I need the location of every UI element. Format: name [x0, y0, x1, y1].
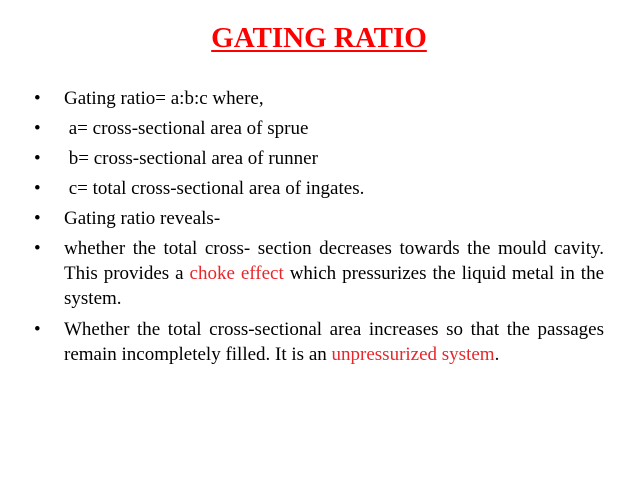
- bullet-b-definition: [34, 146, 604, 171]
- bullet-dot-icon: •: [34, 148, 41, 169]
- bullet-dot-icon: •: [34, 118, 41, 139]
- bullet-text: Gating ratio reveals-: [64, 208, 221, 229]
- bullet-list: [34, 86, 604, 372]
- bullet-text-pre: Whether the total cross-sectional area increases so that the passages remain incompletely filled. It is an: [64, 319, 604, 365]
- highlight-choke-effect: choke effect: [189, 263, 284, 284]
- bullet-dot-icon: •: [34, 208, 41, 229]
- bullet-dot-icon: •: [34, 88, 41, 109]
- bullet-gating-ratio-definition: [34, 86, 604, 111]
- bullet-choke-effect: [34, 236, 604, 311]
- bullet-dot-icon: •: [34, 178, 41, 199]
- slide-title: GATING RATIO: [211, 22, 427, 54]
- bullet-unpressurized: [34, 317, 604, 367]
- bullet-dot-icon: •: [34, 319, 41, 340]
- bullet-reveals: [34, 206, 604, 231]
- bullet-text-pre: whether the total cross- section decreases towards the mould cavity. This provides a: [64, 238, 604, 284]
- bullet-text: b= cross-sectional area of runner: [64, 148, 318, 169]
- bullet-text: c= total cross-sectional area of ingates.: [64, 178, 365, 199]
- bullet-text-post: .: [494, 344, 500, 365]
- bullet-text: Gating ratio= a:b:c where,: [64, 88, 264, 109]
- bullet-text: a= cross-sectional area of sprue: [64, 118, 309, 139]
- bullet-text-post: which pressurizes the liquid metal in the system.: [64, 263, 604, 309]
- bullet-c-definition: [34, 176, 604, 201]
- highlight-unpressurized-system: unpressurized system: [331, 344, 495, 365]
- bullet-dot-icon: •: [34, 238, 41, 259]
- bullet-a-definition: [34, 116, 604, 141]
